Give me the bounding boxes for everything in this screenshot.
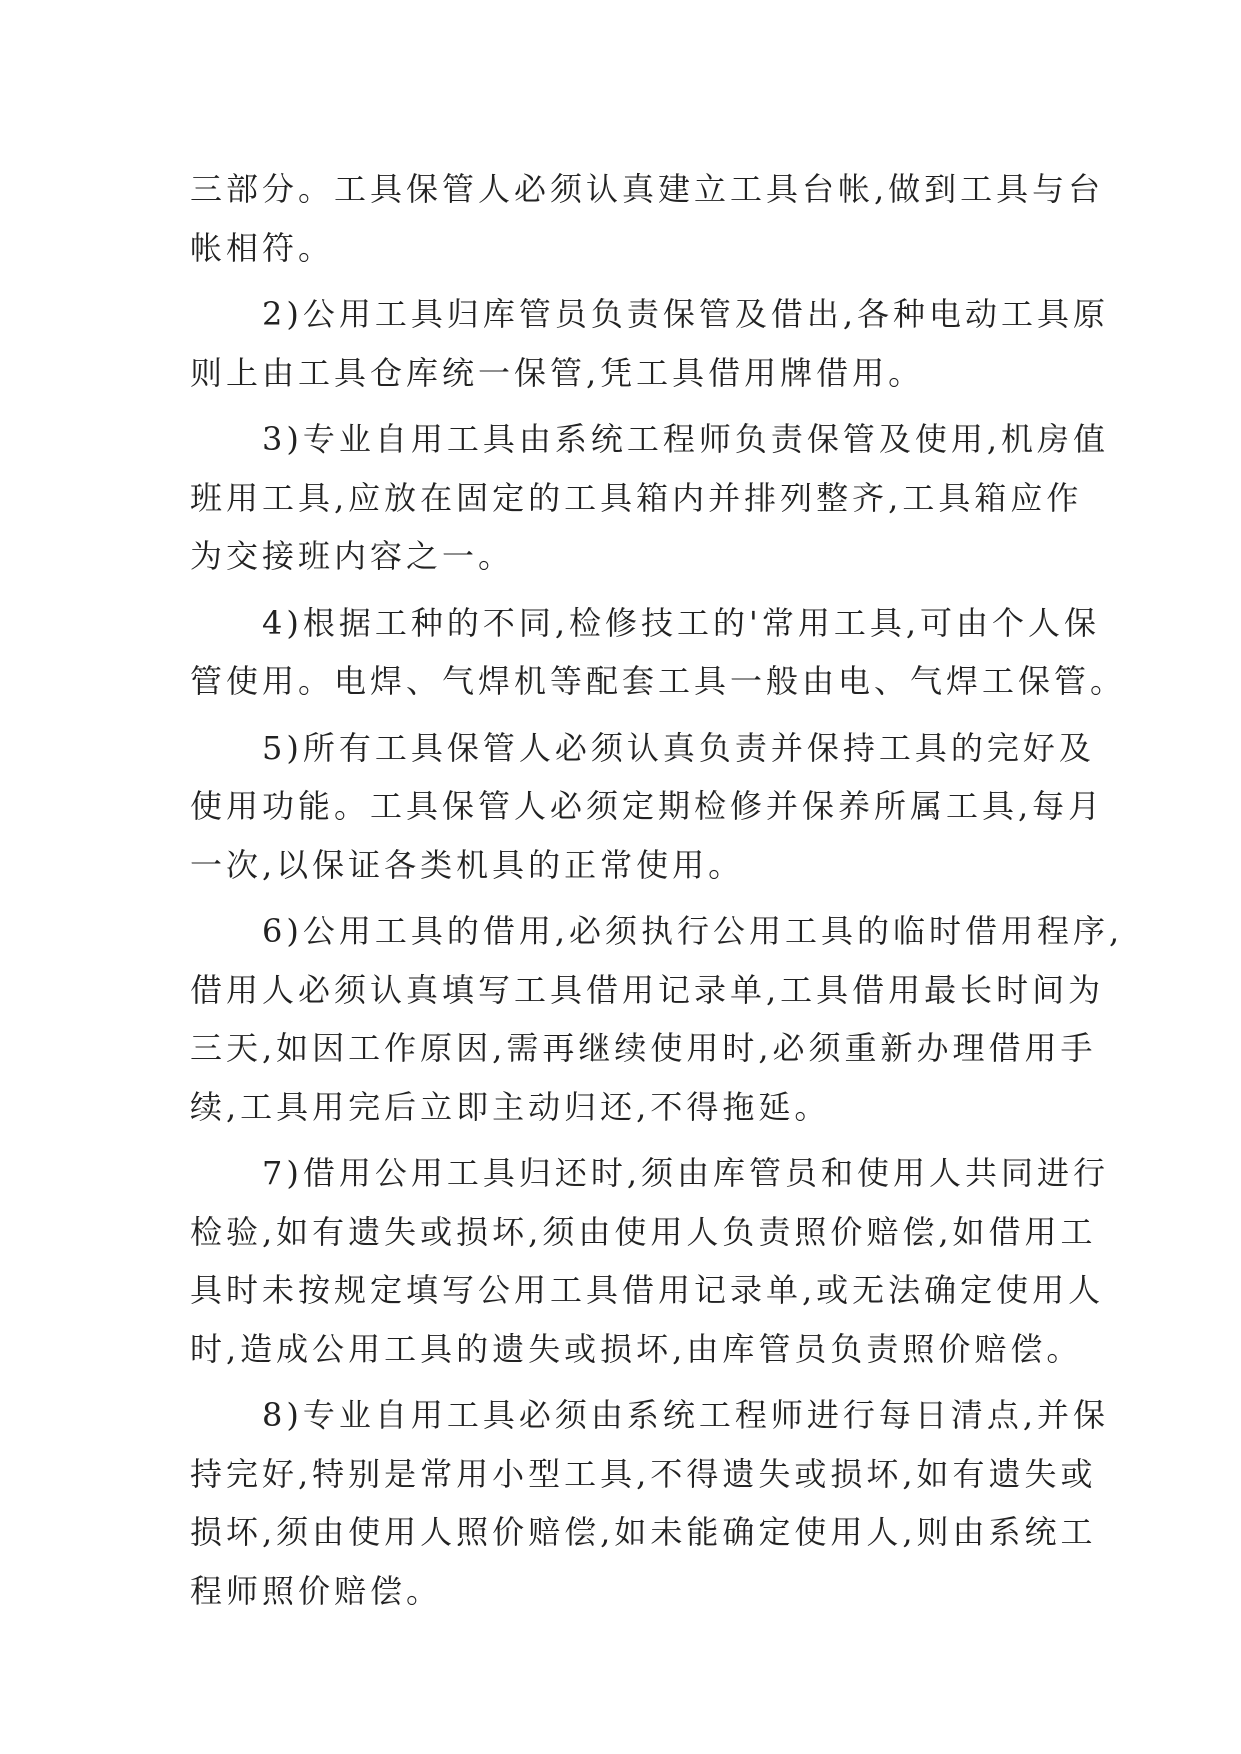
text-line: 检验,如有遗失或损坏,须由使用人负责照价赔偿,如借用工 (190, 1212, 1097, 1251)
text-line: 4)根据工种的不同,检修技工的'常用工具,可由个人保 (190, 603, 1100, 642)
text-line: 三天,如因工作原因,需再继续使用时,必须重新办理借用手 (190, 1029, 1097, 1067)
text-line: 持完好,特别是常用小型工具,不得遗失或损坏,如有遗失或 (190, 1454, 1097, 1493)
text-line: 使用功能。工具保管人必须定期检修并保养所属工具,每月 (190, 787, 1105, 825)
text-line: 损坏,须由使用人照价赔偿,如未能确定使用人,则由系统工 (190, 1513, 1097, 1551)
text-line: 借用人必须认真填写工具借用记录单,工具借用最长时间为 (190, 970, 1105, 1009)
text-line: 7)借用公用工具归还时,须由库管员和使用人共同进行 (190, 1154, 1110, 1192)
paragraph-gap (190, 402, 1060, 410)
text-line: 时,造成公用工具的遗失或损坏,由库管员负责照价赔偿。 (190, 1329, 1083, 1368)
text-line: 具时未按规定填写公用工具借用记录单,或无法确定使用人 (190, 1271, 1105, 1309)
paragraph-gap (190, 1136, 1060, 1144)
text-line: 管使用。电焊、气焊机等配套工具一般由电、气焊工保管。 (190, 662, 1127, 700)
text-line: 8)专业自用工具必须由系统工程师进行每日清点,并保 (190, 1396, 1110, 1434)
text-line: 6)公用工具的借用,必须执行公用工具的临时借用程序, (190, 912, 1124, 950)
text-line: 则上由工具仓库统一保管,凭工具借用牌借用。 (190, 353, 925, 392)
text-line: 5)所有工具保管人必须认真负责并保持工具的完好及 (190, 728, 1095, 767)
paragraph-gap (190, 277, 1060, 285)
paragraph-gap (190, 894, 1060, 902)
text-line: 3)专业自用工具由系统工程师负责保管及使用,机房值 (190, 420, 1110, 458)
text-line: 为交接班内容之一。 (190, 537, 515, 575)
text-line: 2)公用工具归库管员负责保管及借出,各种电动工具原 (190, 295, 1110, 333)
paragraph-gap (190, 586, 1060, 594)
text-line: 帐相符。 (190, 228, 335, 267)
text-line: 程师照价赔偿。 (190, 1571, 443, 1610)
paragraph-gap (190, 711, 1060, 719)
text-line: 续,工具用完后立即主动归还,不得拖延。 (190, 1087, 831, 1126)
paragraph-gap (190, 1378, 1060, 1386)
text-line: 一次,以保证各类机具的正常使用。 (190, 845, 745, 884)
text-line: 三部分。工具保管人必须认真建立工具台帐,做到工具与台 (190, 170, 1105, 208)
document-page (190, 160, 1127, 1620)
text-line: 班用工具,应放在固定的工具箱内并排列整齐,工具箱应作 (190, 478, 1083, 517)
